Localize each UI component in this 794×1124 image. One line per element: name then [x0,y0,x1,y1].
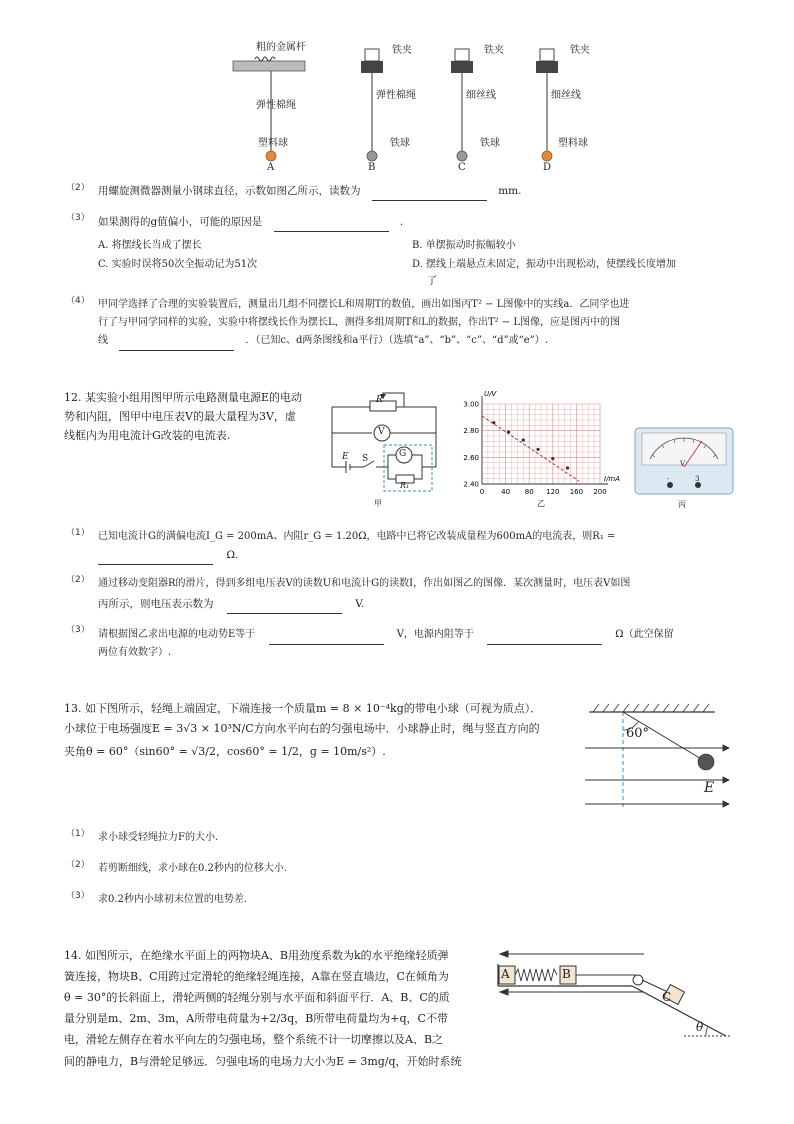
q14-line3: θ = 30°的长斜面上，滑轮两侧的轻绳分别与水平面和斜面平行．A、B、C的质 [64,991,450,1004]
q12-part3-text-c: Ω（此空保留 [615,629,674,640]
chart-x-tick-label: 200 [593,488,607,496]
q11-option-d: D. 摆线上端悬点未固定，振动中出现松动，使摆线长度增加 [412,259,677,270]
label-plastic-ball-a: 塑料球 [258,138,288,149]
q12-line3: 线框内为用电流计G改装的电流表. [64,429,231,442]
q11-part4-line1: 甲同学选择了合理的实验装置后，测量出几组不同摆长L和周期T的数值，画出如图丙T² − L图像中的实线a．乙同学也进 [98,299,630,310]
q12-part2-line1: 通过移动变阻器R的滑片，得到多组电压表V的读数U和电流计G的读数I，作出如图乙的图像．某次测量时，电压表V如图 [98,578,631,589]
label-iron-ball-b: 铁球 [390,138,410,149]
option-label-b: B [368,162,376,173]
circuit-diagram-jia [326,385,446,497]
q11-part4-line3 [98,331,548,351]
q14-line1: 14. 如图所示，在绝缘水平面上的两物块A、B用劲度系数为k的水平绝缘轻质弹 [64,949,449,962]
q11-part2-number: （2） [66,183,90,193]
q11-part3-answer-blank[interactable] [274,231,389,232]
q11-option-d-cont: 了 [427,276,437,287]
label-iron-clip-d: 铁夹 [570,45,590,56]
q12-part2-line2 [98,594,364,614]
chart-x-tick-label: 80 [524,488,534,496]
chart-y-tick-label: 2.60 [463,453,479,462]
chart-data-point [566,466,569,469]
option-label-c: C [458,162,466,173]
q12-part1-unit: Ω. [226,549,239,561]
q12-line2: 势和内阻，图甲中电压表V的最大量程为3V，虚 [64,410,296,423]
q11-option-b: B. 单摆振动时振幅较小 [412,240,516,251]
circuit-galvanometer-g: G [399,449,407,459]
q13-part1-number: （1） [66,829,90,839]
u-i-chart [452,388,627,512]
q13-part3-number: （3） [66,891,90,901]
q11-part2-answer-blank[interactable] [372,200,487,201]
q11-part4-number: （4） [66,296,90,306]
voltmeter-caption-bing: 丙 [678,500,686,509]
chart-x-tick-label: 0 [479,488,485,496]
chart-data-point [522,438,525,441]
chart-x-tick-label: 40 [501,488,511,496]
label-iron-ball-c: 铁球 [480,138,500,149]
option-label-d: D [543,162,552,173]
q13-figure-angle: 60° [626,726,650,741]
q12-part1-line1: 已知电流计G的满偏电流I_G = 200mA、内阻r_G = 1.20Ω，电路中已将它改装成量程为600mA的电流表，则R₁ = [98,531,616,542]
label-iron-clip-c: 铁夹 [484,45,504,56]
chart-data-point [536,448,539,451]
q11-part4-line3-start: 线 [98,335,108,346]
q11-part3-end: . [399,216,404,228]
q13-line1: 13. 如下图所示，轻绳上端固定，下端连接一个质量m = 8 × 10⁻⁴kg的带电小球（可视为质点）． [64,702,542,715]
q11-part4-line3-end: ．（已知c、d两条图线和a平行）（选填“a”、“b”、“c”、“d”或“e”）. [245,335,548,346]
q14-line6: 间的静电力，B与滑轮足够远．匀强电场的电场力大小为E = 3mg/q，开始时系统 [64,1055,462,1068]
chart-y-axis-label: U/V [484,390,497,398]
q13-part1-text: 求小球受轻绳拉力F的大小. [98,832,219,843]
q14-line2: 簧连接，物块B、C用跨过定滑轮的绝缘轻绳连接，A靠在竖直墙边，C在倾角为 [64,970,449,983]
chart-x-tick-label: 160 [569,488,584,496]
q12-part2-number: （2） [66,575,90,585]
q14-figure-theta: θ [696,1020,704,1034]
label-elastic-rope-a: 弹性棉绳 [256,100,296,111]
voltmeter-terminal-3: 3 [695,475,700,483]
circuit-label-r: R [376,395,383,405]
q12-part1-number: （1） [66,528,90,538]
q13-figure-e-label: E [704,780,715,796]
circuit-voltmeter-v: V [378,427,385,437]
q11-part2-text: 用螺旋测微器测量小钢球直径，示数如图乙所示，读数为 [98,185,361,197]
q11-option-a: A. 将摆线长当成了摆长 [98,240,202,251]
q11-part3 [98,212,403,232]
chart-y-tick-label: 3.00 [463,400,479,409]
q13-part2-number: （2） [66,860,90,870]
circuit-label-s: S [362,454,369,464]
q12-part3-line1 [98,625,674,645]
q11-part2 [98,181,521,201]
chart-y-tick-label: 2.40 [463,480,479,489]
q11-option-c: C. 实验时误将50次全振动记为51次 [98,259,258,270]
q12-part3-number: （3） [66,625,90,635]
chart-data-point [507,430,510,433]
option-label-a: A [267,162,275,173]
q13-part3-text: 求0.2秒内小球初末位置的电势差. [98,894,248,905]
label-iron-clip-b: 铁夹 [392,45,412,56]
q12-part3-line2: 两位有效数字）. [98,647,172,658]
q11-part4-line2: 行了与甲同学同样的实验，实验中将摆线长作为摆长L，测得多组周期T和L的数据，作出T² − L图像，应是图丙中的图 [98,317,621,328]
chart-data-point [551,457,554,460]
circuit-caption-jia: 甲 [374,499,382,508]
q12-part1-answer-blank[interactable] [98,564,213,565]
q12-part2-unit: V. [355,598,365,610]
chart-x-axis-label: I/mA [604,475,621,483]
q13-line3: 夹角θ = 60°（sin60° = √3/2，cos60° = 1/2，g = 10m/s²）. [64,745,386,758]
q12-part3-text-a: 请根据图乙求出电源的电动势E等于 [98,629,256,640]
label-thick-metal-rod: 粗的金属杆 [256,42,306,53]
q13-line2: 小球位于电场强度E = 3√3 × 10³N/C方向水平向右的匀强电场中．小球静止时，绳与竖直方向的 [64,722,540,735]
q14-line5: 电，滑轮左侧存在着水平向左的匀强电场，整个系统不计一切摩擦以及A、B之 [64,1033,444,1046]
q11-part3-text: 如果测得的g值偏小，可能的原因是 [98,216,263,228]
chart-y-tick-label: 2.80 [463,427,479,436]
q12-part1-line2 [98,545,238,565]
q12-part3-emf-blank[interactable] [269,644,384,645]
q13-part2-text: 若剪断细线，求小球在0.2秒内的位移大小. [98,863,288,874]
circuit-label-r1: R₁ [400,481,410,490]
q14-figure-block-b: B [562,967,571,981]
q14-figure-block-c: C [662,990,672,1004]
q11-part2-unit: mm. [498,185,522,197]
q12-part2-answer-blank[interactable] [227,613,342,614]
q12-part3-text-b: V，电源内阻等于 [396,629,474,640]
q14-line4: 量分别是m、2m、3m，A所带电荷量为+2/3q，B所带电荷量均为+q，C不带 [64,1012,448,1025]
q11-part3-number: （3） [66,213,90,223]
q12-part2-line2-text: 丙所示，则电压表示数为 [98,598,214,610]
label-elastic-rope-b: 弹性棉绳 [376,90,416,101]
chart-caption: 乙 [537,499,545,508]
voltmeter-terminal-minus: - [667,475,670,483]
chart-x-tick-label: 120 [546,488,560,496]
q11-part4-answer-blank[interactable] [119,350,234,351]
q14-figure-block-a: A [501,967,510,981]
label-thin-thread-c: 细丝线 [466,90,496,101]
label-thin-thread-d: 细丝线 [551,90,581,101]
circuit-label-e: E [342,452,349,462]
voltmeter-dial-v: V [680,460,686,468]
q12-line1: 12. 某实验小组用图甲所示电路测量电源E的电动 [64,391,303,404]
chart-data-point [492,421,495,424]
q12-part3-resistance-blank[interactable] [487,644,602,645]
label-plastic-ball-d: 塑料球 [558,138,588,149]
